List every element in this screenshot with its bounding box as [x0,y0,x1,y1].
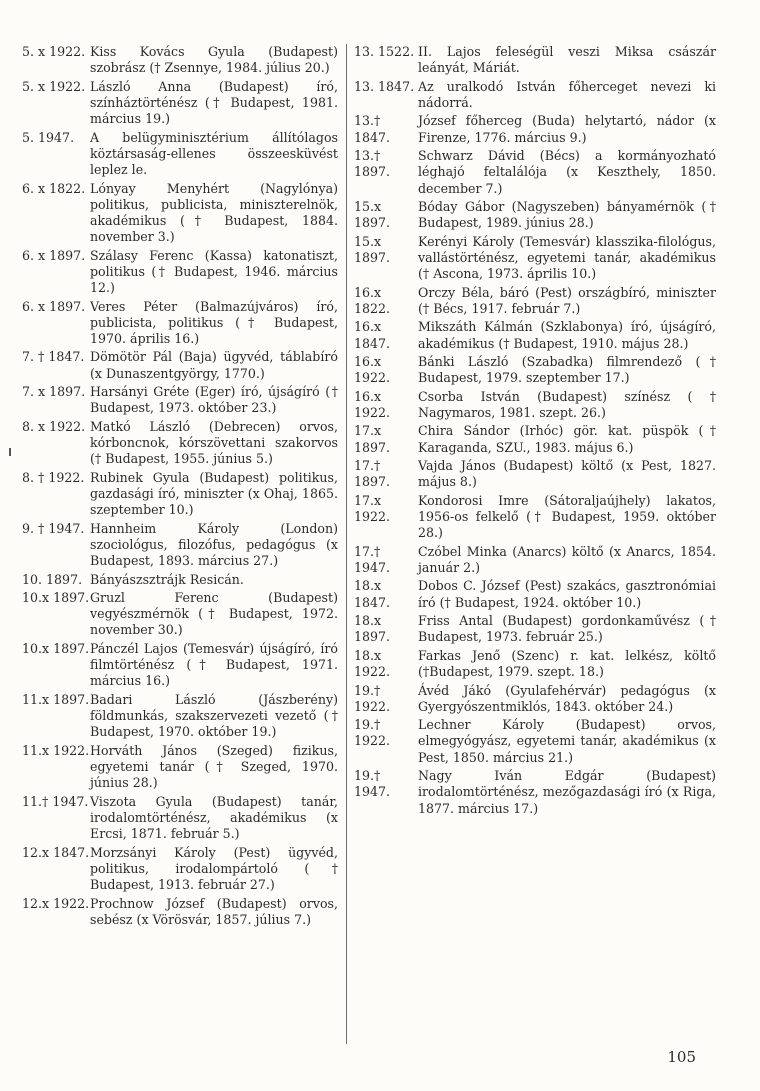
entry-text: László Anna (Budapest) író, színháztörténész († Budapest, 1981. március 19.) [90,78,338,127]
chronology-entry [354,613,716,645]
entry-date: 10. 1897. [22,571,83,587]
chronology-entry [22,641,338,690]
entry-date: 19.† 1922. [354,717,391,749]
entry-date: 11.x 1922. [22,742,90,758]
chronology-entry [22,248,338,297]
entry-date: 10.x 1897. [22,590,90,606]
entry-date: 17.† 1947. [354,543,391,575]
entry-date: 6. x 1822. [22,180,86,196]
chronology-entry [22,181,338,246]
entry-text: Lónyay Menyhért (Nagylónya) politikus, publicista, miniszterelnök, akadémikus († Budapest, 1884. november 3.) [90,180,338,245]
entry-text: Morzsányi Károly (Pest) ügyvéd, politikus, irodalompártoló († Budapest, 1913. február 27.) [90,844,338,892]
chronology-entry [22,896,338,928]
entry-date: 16.x 1922. [354,354,391,386]
entry-text: Kiss Kovács Gyula (Budapest) szobrász († Zsennye, 1984. július 20.) [90,44,338,76]
entry-date: 6. x 1897. [22,247,86,263]
entry-date: 8. † 1922. [22,469,85,485]
chronology-entry [354,458,716,490]
entry-text: Orczy Béla, báró (Pest) országbíró, miniszter († Bécs, 1917. február 7.) [418,284,716,316]
chronology-entry [22,299,338,348]
entry-text: Matkó László (Debrecen) orvos, kórbonсnok, kórszövettani szakorvos († Budapest, 1955. június 5.) [90,418,338,467]
entry-text: Viszota Gyula (Budapest) tanár, irodalomtörténész, akadémikus (x Ercsi, 1871. február 5.) [90,793,338,842]
chronology-entry [354,648,716,680]
left-column [22,44,338,930]
entry-text: Kondorosi Imre (Sátoraljaújhely) lakatos, 1956-os felkelő († Budapest, 1959. október 28.) [418,492,716,541]
chronology-entry [354,319,716,351]
chronology-entry [22,794,338,843]
chronology-entry [22,590,338,639]
entry-text: Chira Sándor (Irhóc) gör. kat. püspök († Karaganda, SZU., 1983. május 6.) [418,423,716,455]
entry-text: Veres Péter (Balmazújváros) író, publicista, politikus († Budapest, 1970. április 16.) [90,298,338,346]
chronology-entry [354,768,716,817]
chronology-entry [22,743,338,792]
entry-date: 19.† 1947. [354,768,391,800]
entry-text: Bóday Gábor (Nagyszeben) bányamérnök († Budapest, 1989. június 28.) [418,199,716,231]
entry-text: Bányászsztrájk Resicán. [90,571,244,587]
chronology-entry [22,572,338,588]
chronology-entry [354,717,716,766]
chronology-entry [22,845,338,894]
entry-date: 17.x 1897. [354,423,391,455]
entry-date: 10.x 1897. [22,640,90,656]
right-column [354,44,716,819]
entry-date: 9. † 1947. [22,520,85,536]
entry-date: 11.x 1897. [22,691,90,707]
entry-text: Rubinek Gyula (Budapest) politikus, gazdasági író, miniszter (x Ohaj, 1865. szeptember 10.) [90,469,338,518]
entry-text: Friss Antal (Budapest) gordonkaművész († Budapest, 1973. február 25.) [418,613,716,645]
entry-date: 12.x 1922. [22,895,90,911]
chronology-entry [354,578,716,610]
entry-text: Prochnow József (Budapest) orvos, sebész (x Vörösvár, 1857. július 7.) [90,895,338,927]
chronology-entry [354,44,716,76]
entry-date: 5. x 1922. [22,44,86,59]
chronology-entry [354,79,716,111]
entry-date: 19.† 1922. [354,682,391,714]
entry-text: Badari László (Jászberény) földmunkás, szakszervezeti vezető († Budapest, 1970. október 19.) [90,691,338,740]
entry-date: 8. x 1922. [22,418,86,434]
entry-text: Horváth János (Szeged) fizikus, egyetemi tanár († Szeged, 1970. június 28.) [90,742,338,791]
entry-date: 15.x 1897. [354,199,391,231]
chronology-entry [22,44,338,76]
entry-date: 5. 1947. [22,129,75,145]
chronology-entry [22,419,338,468]
entry-text: Gruzl Ferenc (Budapest) vegyészmérnök († Budapest, 1972. november 30.) [90,590,338,638]
entry-date: 6. x 1897. [22,298,86,314]
chronology-entry [354,389,716,421]
chronology-entry [22,521,338,570]
entry-date: 18.x 1847. [354,578,391,610]
entry-text: Szálasy Ferenc (Kassa) katonatiszt, politikus († Budapest, 1946. március 12.) [90,247,338,296]
column-divider [346,44,347,1044]
page-number: 105 [667,1048,696,1066]
entry-text: Bánki László (Szabadka) filmrendező († Budapest, 1979. szeptember 17.) [418,354,716,386]
chronology-entry [22,384,338,416]
chronology-entry [354,113,716,145]
entry-date: 5. x 1922. [22,78,86,94]
entry-date: 18.x 1922. [354,647,391,680]
entry-date: 13. 1522. [354,44,415,59]
chronology-entry [354,493,716,542]
entry-date: 12.x 1847. [22,844,90,860]
entry-text: Schwarz Dávid (Bécs) a kormányozható léghajó feltalálója (x Keszthely, 1850. december 7.) [418,148,716,196]
entry-text: A belügyminisztérium állítólagos köztársaság-ellenes összeesküvést leplez le. [90,129,338,178]
chronology-entry [354,234,716,283]
entry-date: 16.x 1847. [354,319,391,351]
entry-date: 15.x 1897. [354,233,391,265]
entry-text: Kerényi Károly (Temesvár) klasszika-filológus, vallástörténész, egyetemi tanár, akadémikus († Ascona, 1973. április 10.) [418,233,716,282]
entry-date: 13.† 1897. [354,148,391,180]
entry-date: 18.x 1897. [354,613,391,645]
entry-date: 13.† 1847. [354,113,391,145]
entry-text: Mikszáth Kálmán (Szklabonya) író, újságíró, akadémikus († Budapest, 1910. május 28.) [418,319,716,351]
chronology-entry [22,79,338,128]
margin-mark [9,448,11,456]
entry-date: 11.† 1947. [22,793,89,809]
entry-text: Hannheim Károly (London) szociológus, filozófus, pedagógus (x Budapest, 1893. március 27.) [90,520,338,569]
chronology-entry [22,692,338,741]
entry-text: Lechner Károly (Budapest) orvos, elmegyógyász, egyetemi tanár, akadémikus (x Pest, 1850. március 21.) [418,717,716,765]
chronology-entry [354,683,716,715]
entry-text: Harsányi Gréte (Eger) író, újságíró († Budapest, 1973. október 23.) [90,384,338,416]
entry-text: Dömötör Pál (Baja) ügyvéd, táblabíró (x Dunaszentgyörgy, 1770.) [90,349,338,381]
entry-text: Nagy Iván Edgár (Budapest) irodalomtörténész, mezőgazdasági író (x Riga, 1877. március 17.) [418,768,716,816]
entry-date: 7. † 1847. [22,349,85,365]
chronology-entry [22,349,338,381]
entry-text: Pánczél Lajos (Temesvár) újságíró, író filmtörténész († Budapest, 1971. március 16.) [90,640,338,689]
entry-date: 17.† 1897. [354,458,391,490]
entry-text: Az uralkodó István főherceget nevezi ki nádorrá. [418,78,716,110]
entry-date: 16.x 1922. [354,388,391,420]
entry-date: 16.x 1822. [354,284,391,316]
entry-text: Ávéd Jákó (Gyulafehérvár) pedagógus (x Gyergyószentmiklós, 1843. október 24.) [418,682,716,714]
entry-date: 7. x 1897. [22,384,86,400]
chronology-entry [354,423,716,455]
entry-text: Czóbel Minka (Anarcs) költő (x Anarcs, 1854. január 2.) [418,543,716,575]
entry-text: Vajda János (Budapest) költő (x Pest, 1827. május 8.) [418,458,716,490]
chronology-entry [22,470,338,519]
entry-text: József főherceg (Buda) helytartó, nádor (x Firenze, 1776. március 9.) [418,113,716,145]
entry-date: 17.x 1922. [354,492,391,525]
entry-date: 13. 1847. [354,78,415,94]
entry-text: Dobos C. József (Pest) szakács, gasztronómiai író († Budapest, 1924. október 10.) [418,578,716,610]
entry-text: II. Lajos feleségül veszi Miksa császár leányát, Máriát. [418,44,716,76]
chronology-entry [354,544,716,576]
chronology-entry [354,148,716,197]
chronology-entry [22,130,338,179]
entry-text: Farkas Jenő (Szenc) r. kat. lelkész, költő (†Budapest, 1979. szept. 18.) [418,647,716,680]
chronology-entry [354,199,716,231]
entry-text: Csorba István (Budapest) színész ( † Nagymaros, 1981. szept. 26.) [418,388,716,420]
chronology-entry [354,354,716,386]
chronology-entry [354,285,716,317]
